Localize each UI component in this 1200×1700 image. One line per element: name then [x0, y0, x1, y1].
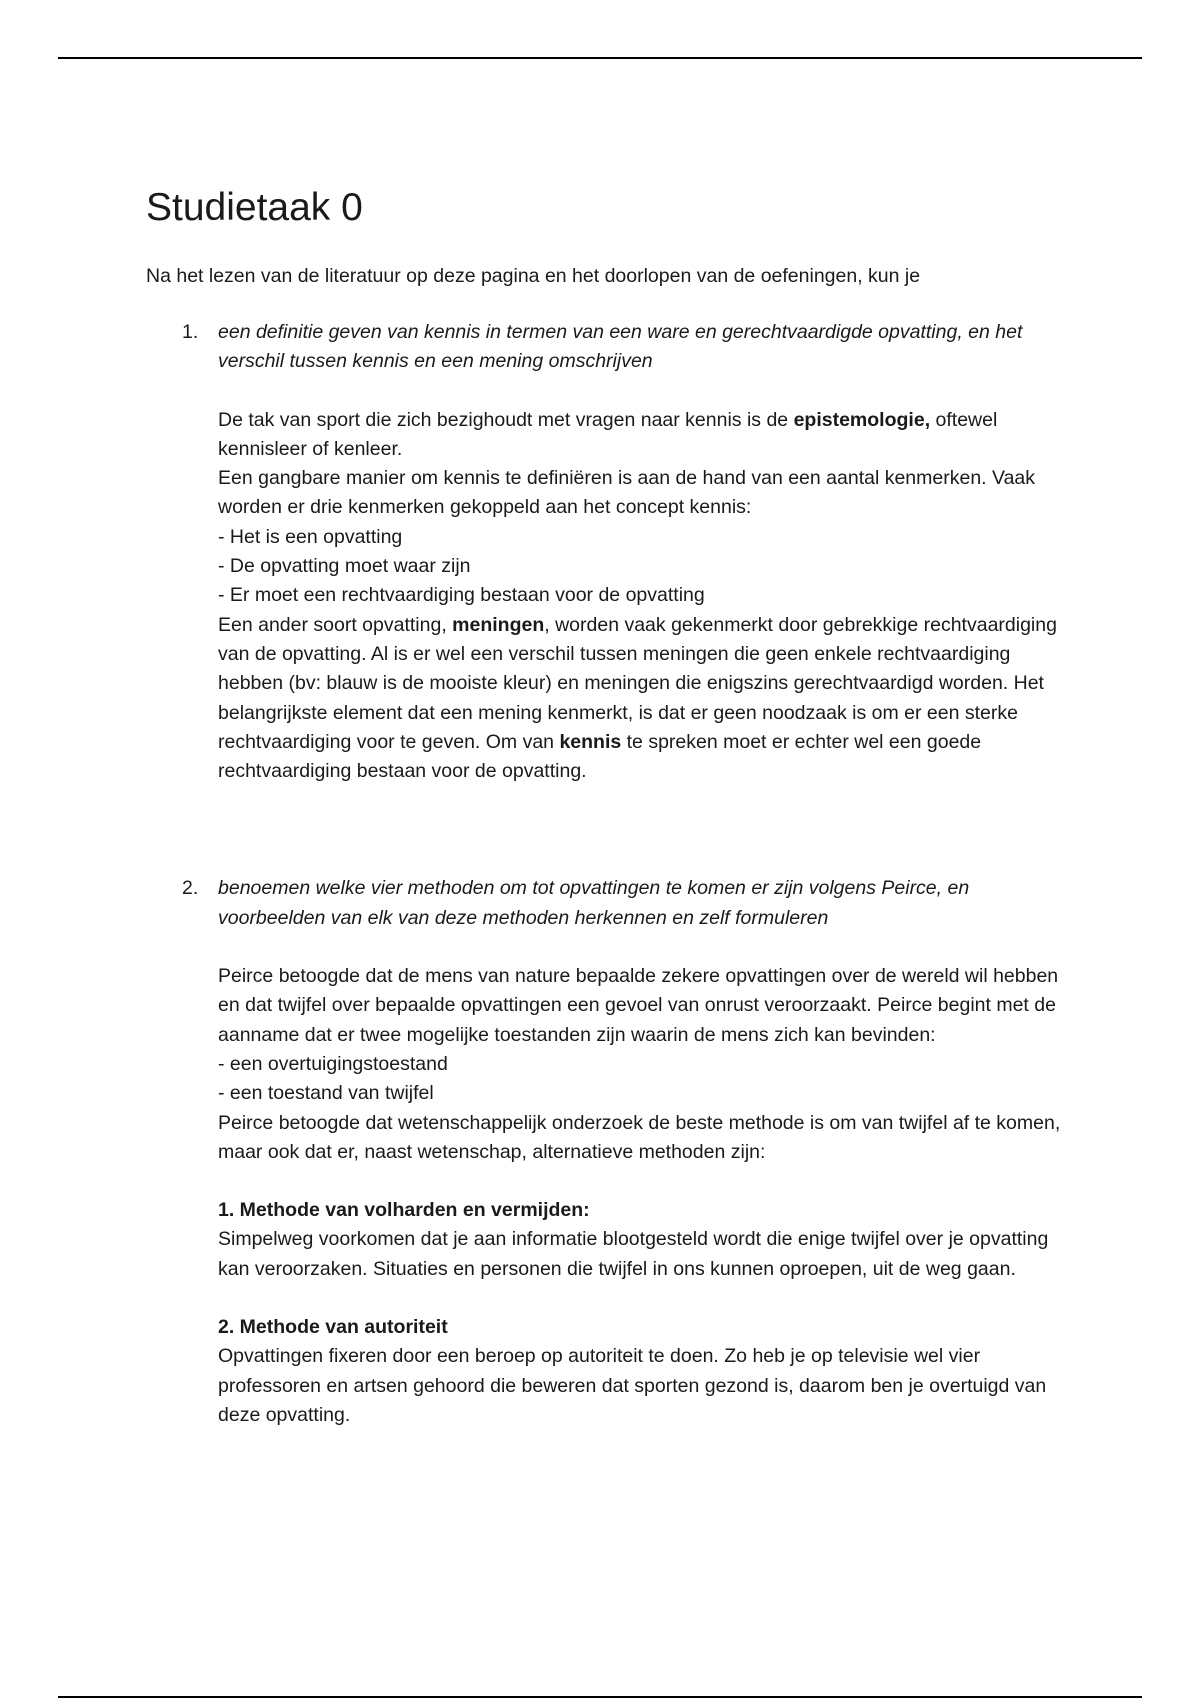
paragraph-text: oftewel kennisleer of kenleer. — [218, 408, 998, 460]
method-1-text: Simpelweg voorkomen dat je aan informatie blootgesteld wordt die enige twijfel over je opvatting kan veroorzaken. Situaties en personen die twijfel in ons kunnen oproepen, uit de weg gaan. — [218, 1228, 1049, 1280]
method-2-heading: 2. Methode van autoriteit — [218, 1316, 448, 1339]
spacer — [218, 1284, 1066, 1313]
learning-goal-2: benoemen welke vier methoden om tot opvattingen te komen er zijn volgens Peirce, en voorbeelden van elk van deze methoden herkennen en zelf formuleren — [218, 877, 970, 929]
bullet-item: - een overtuigingstoestand — [218, 1052, 448, 1075]
list-number-1: 1. — [182, 321, 199, 343]
methods-intro-paragraph: Peirce betoogde dat wetenschappelijk onderzoek de beste methode is om van twijfel af te komen, maar ook dat er, naast wetenschap, alternatieve methoden zijn: — [218, 1111, 1061, 1163]
learning-goal-1: een definitie geven van kennis in termen van een ware en gerechtvaardigde opvatting, en het verschil tussen kennis en een mening omschrijven — [218, 321, 1023, 373]
bullet-item: - De opvatting moet waar zijn — [218, 555, 471, 578]
method-2-text: Opvattingen fixeren door een beroep op autoriteit te doen. Zo heb je op televisie wel vier professoren en artsen gehoord die beweren dat sporten gezond is, daarom ben je overtuigd van deze opvatting. — [218, 1345, 1047, 1426]
peirce-paragraph: Peirce betoogde dat de mens van nature bepaalde zekere opvattingen over de wereld wil hebben en dat twijfel over bepaalde opvattingen een gevoel van onrust veroorzaakt. Peirce begint met de aanname dat er twee mogelijke toestanden zijn waarin de mens zich kan bevinden: — [218, 965, 1059, 1046]
paragraph-text: , worden vaak gekenmerkt door gebrekkige rechtvaardiging van de opvatting. Al is er wel een verschil tussen meningen die geen enkele rechtvaardiging hebben (bv: blauw is de mooiste kleur) en meningen die enigszins gerechtvaardigd worden. Het belangrijkste element dat een mening kenmerkt, is dat er geen noodzaak is om er een sterke rechtvaardiging voor te geven. Om van — [218, 613, 1057, 753]
list-item-1 — [146, 318, 1066, 786]
item-1-body — [218, 406, 1066, 787]
list-number-2: 2. — [182, 877, 199, 900]
list-item-2 — [146, 874, 1066, 1430]
spacer — [218, 1167, 1066, 1196]
bullet-item: - een toestand van twijfel — [218, 1082, 434, 1105]
paragraph-text: te spreken moet er echter wel een goede rechtvaardiging bestaan voor de opvatting. — [218, 730, 982, 783]
term-epistemologie: epistemologie, — [793, 408, 931, 431]
epistemology-paragraph — [218, 406, 1066, 465]
paragraph-text: Een ander soort opvatting, — [218, 613, 453, 636]
intro-text: Na het lezen van de literatuur op deze pagina en het doorlopen van de oefeningen, kun je — [146, 265, 921, 287]
paragraph-text: De tak van sport die zich bezighoudt met vragen naar kennis is de — [218, 408, 794, 431]
document-content — [146, 180, 1066, 1430]
bullet-item: - Er moet een rechtvaardiging bestaan voor de opvatting — [218, 584, 705, 607]
opinion-paragraph — [218, 611, 1066, 787]
footer-rule — [58, 1696, 1142, 1698]
term-meningen: meningen — [452, 613, 545, 636]
method-1-heading: 1. Methode van volharden en vermijden: — [218, 1199, 590, 1222]
definition-paragraph: Een gangbare manier om kennis te definiëren is aan de hand van een aantal kenmerken. Vaak worden er drie kenmerken gekoppeld aan het concept kennis: — [218, 467, 1036, 519]
term-kennis: kennis — [559, 730, 622, 753]
page-title: Studietaak 0 — [146, 186, 363, 229]
header-rule — [58, 57, 1142, 59]
bullet-item: - Het is een opvatting — [218, 525, 403, 548]
item-2-body — [218, 962, 1066, 1430]
